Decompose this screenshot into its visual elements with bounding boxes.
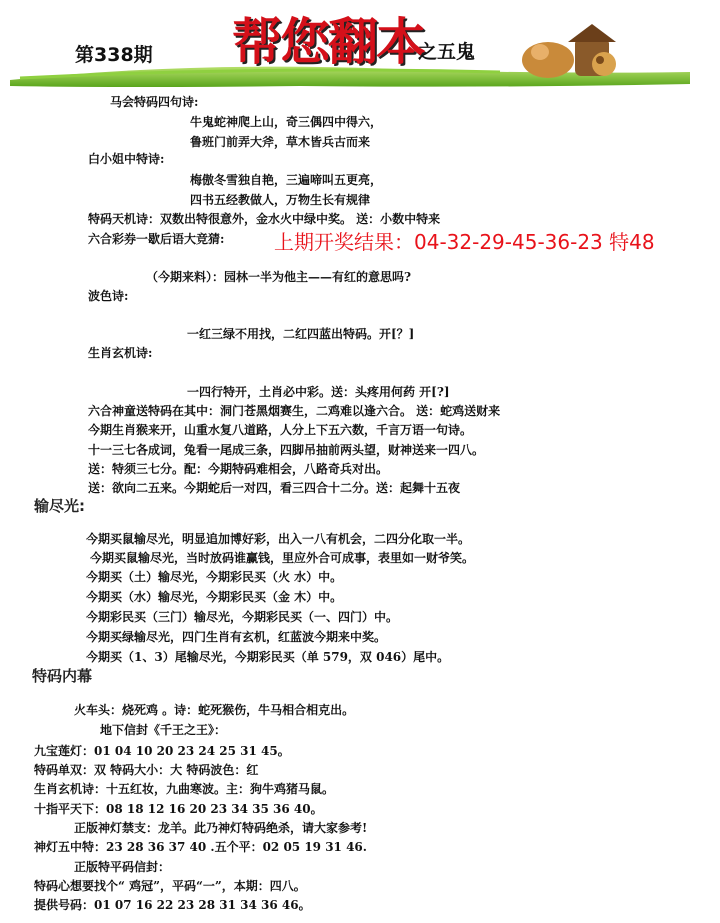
te-text-line: 正版神灯禁支：龙羊。此乃神灯特码绝杀，请大家参考! [74, 821, 368, 835]
top-text-line: 白小姐中特诗: [88, 152, 165, 166]
top-text-line: 特码天机诗：双数出特很意外，金水火中绿中奖。 送：小数中特来 [88, 212, 441, 226]
top-text-line: 四书五经教做人，万物生长有规律 [190, 193, 371, 207]
top-text-line: 鲁班门前弄大斧，草木皆兵古而来 [190, 135, 371, 149]
top-text-line: 波色诗: [88, 289, 129, 303]
shu-text-line: 今期买（土）输尽光，今期彩民买（火 水）中。 [86, 570, 343, 584]
top-text-line: 送：欲向二五来。今期蛇后一对四，看三四合十二分。送：起舞十五夜 [88, 481, 461, 495]
top-text-line: 十一三七各成词，兔看一尾成三条，四脚吊抽前两头望，财神送来一四八。 [88, 443, 485, 457]
section-title-shu: 输尽光: [34, 497, 85, 515]
te-text-line: 地下信封《千王之王》： [100, 723, 227, 737]
last-result-banner: 上期开奖结果：04-32-29-45-36-23 特48 [274, 230, 655, 254]
te-text-line: 火车头：烧死鸡 。诗：蛇死猴伤，牛马相合相克出。 [74, 703, 355, 717]
lion-icon [592, 52, 616, 76]
top-text-line: 六合神童送特码在其中：洞门苍黑烟赛生，二鸡难以逢六合。 送：蛇鸡送财来 [88, 404, 501, 418]
top-text-line: 送：特须三七分。配：今期特码难相会，八路奇兵对出。 [88, 462, 389, 476]
shu-text-line: 今期买（1、3）尾输尽光，今期彩民买（单 579，双 046）尾中。 [86, 650, 450, 664]
brand-subtitle: 之五鬼 [418, 41, 476, 63]
issue-number: 第338期 [75, 44, 153, 66]
shu-text-line: 今期买绿输尽光，四门生肖有玄机，红蓝波今期来中奖。 [86, 630, 387, 644]
top-text-line: 一四行特开，土肖必中彩。送：头疼用何药 开[?] [187, 385, 450, 399]
top-text-line: （今期来料）：园林一半为他主——有红的意思吗? [146, 270, 412, 284]
te-text-line: 提供号码：01 07 16 22 23 28 31 34 36 46。 [34, 898, 311, 912]
te-text-line: 正版特平码信封： [74, 860, 171, 874]
shu-text-line: 今期彩民买（三门）输尽光，今期彩民买（一、四门）中。 [86, 610, 399, 624]
te-text-line: 九宝莲灯：01 04 10 20 23 24 25 31 45。 [34, 744, 290, 758]
top-text-line: 牛鬼蛇神爬上山，奇三偶四中得六， [190, 115, 383, 129]
top-text-line: 今期生肖猴来开，山重水复八道路，人分上下五六数，千言万语一句诗。 [88, 423, 473, 437]
te-text-line: 特码心想要找个“ 鸡冠”，平码“一”，本期：四八。 [34, 879, 306, 893]
shu-text-line: 今期买鼠输尽光，当时放码谁赢钱，里应外合可成事，表里如一财爷笑。 [90, 551, 475, 565]
te-text-line: 生肖玄机诗：十五红妆，九曲寒波。主：狗牛鸡猪马鼠。 [34, 782, 335, 796]
top-text-line: 一红三绿不用找，二红四蓝出特码。开[？] [187, 327, 415, 341]
header-banner [0, 0, 720, 92]
te-text-line: 十指平天下：08 18 12 16 20 23 34 35 36 40。 [34, 802, 323, 816]
shu-text-line: 今期买鼠输尽光，明显追加博好彩，出入一八有机会，二四分化取一半。 [86, 532, 471, 546]
te-text-line: 特码单双：双 特码大小：大 特码波色：红 [34, 763, 259, 777]
te-text-line: 神灯五中特：23 28 36 37 40 .五个平：02 05 19 31 46. [34, 840, 367, 854]
brand-title: 帮您翻本 [232, 12, 424, 71]
section-title-te: 特码内幕 [32, 667, 93, 685]
shu-text-line: 今期买（水）输尽光，今期彩民买（金 木）中。 [86, 590, 343, 604]
top-text-line: 生肖玄机诗: [88, 346, 153, 360]
top-text-line: 六合彩券一歇后语大竞猜: [88, 232, 225, 246]
bear-icon [522, 42, 574, 78]
top-text-line: 马会特码四句诗: [110, 95, 199, 109]
top-text-line: 梅傲冬雪独自艳，三遍啼叫五更亮， [190, 173, 383, 187]
